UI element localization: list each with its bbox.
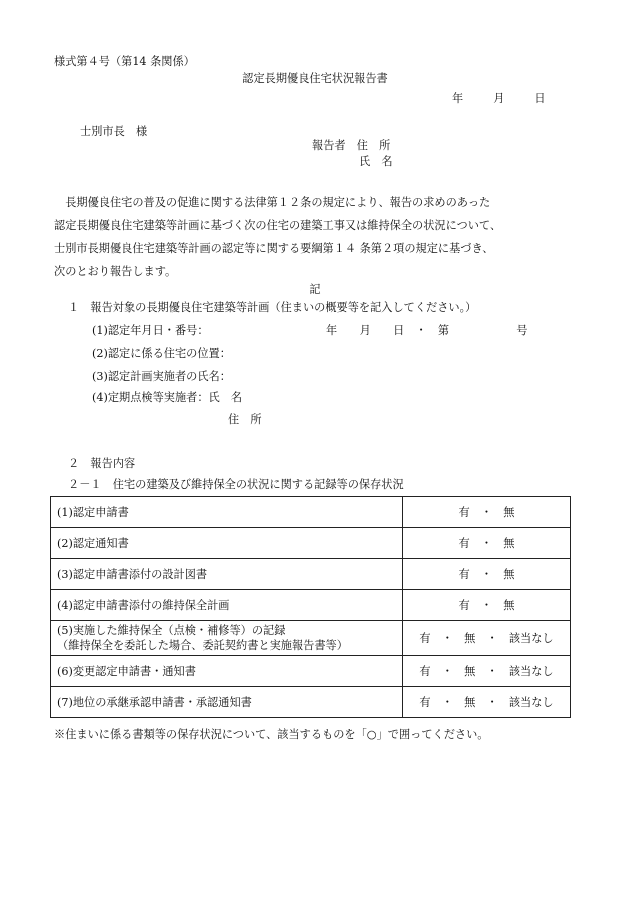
row-label-line2: （維持保全を委託した場合、委託契約書と実施報告書等） [57, 639, 348, 652]
date-day: 日 [534, 92, 546, 105]
table-row [51, 590, 571, 621]
row-label-line1: (5)実施した維持保全（点検・補修等）の記録 [57, 624, 286, 637]
document-title: 認定長期優良住宅状況報告書 [242, 72, 388, 85]
inspector-name-label: (4)定期点検等実施者：氏 名 [92, 391, 243, 404]
row-options[interactable]: 有 ・ 無 [403, 559, 571, 590]
row-options[interactable]: 有 ・ 無 [403, 590, 571, 621]
table-row [51, 528, 571, 559]
form-number: 様式第４号（第14 条関係） [54, 55, 195, 68]
row-label: (7)地位の承継承認申請書・承認通知書 [51, 687, 403, 718]
house-location-label: (2)認定に係る住宅の位置： [92, 347, 231, 360]
row-label: (1)認定申請書 [51, 497, 403, 528]
row-label: (2)認定通知書 [51, 528, 403, 559]
reporter-address-label: 報告者 住 所 [312, 139, 391, 152]
table-row [51, 687, 571, 718]
body-line: 認定長期優良住宅建築等計画に基づく次の住宅の建築工事又は維持保全の状況について、 [54, 219, 502, 232]
row-options[interactable]: 有 ・ 無 [403, 528, 571, 559]
row-options[interactable]: 有 ・ 無 ・ 該当なし [403, 621, 571, 656]
records-status-table [50, 496, 571, 718]
row-label: (4)認定申請書添付の維持保全計画 [51, 590, 403, 621]
inspector-address-label: 住 所 [228, 413, 262, 426]
row-options[interactable]: 有 ・ 無 ・ 該当なし [403, 656, 571, 687]
cert-date-number-field: 年 月 日 ・ 第 号 [326, 324, 528, 337]
body-paragraph [54, 191, 594, 283]
body-line: 長期優良住宅の普及の促進に関する法律第１２条の規定により、報告の求めのあった [54, 196, 491, 209]
ki-marker: 記 [309, 283, 321, 296]
row-label: (6)変更認定申請書・通知書 [51, 656, 403, 687]
plan-implementer-label: (3)認定計画実施者の氏名： [92, 370, 231, 383]
table-row [51, 656, 571, 687]
section2-heading: ２ 報告内容 [68, 457, 136, 470]
date-year: 年 [452, 92, 464, 105]
reporter-name-label: 氏 名 [359, 155, 393, 168]
section2-1-heading: ２－１ 住宅の建築及び維持保全の状況に関する記録等の保存状況 [68, 478, 404, 491]
report-date [452, 90, 546, 106]
footnote: ※住まいに係る書類等の保存状況について、該当するものを「○」で囲ってください。 [54, 728, 489, 741]
row-options[interactable]: 有 ・ 無 [403, 497, 571, 528]
cert-date-number-label: (1)認定年月日・番号： [92, 324, 209, 337]
table-row [51, 497, 571, 528]
row-label: (3)認定申請書添付の設計図書 [51, 559, 403, 590]
body-line: 士別市長期優良住宅建築等計画の認定等に関する要綱第１４ 条第２項の規定に基づき、 [54, 242, 494, 255]
section1-heading: １ 報告対象の長期優良住宅建築等計画（住まいの概要等を記入してください。） [68, 301, 477, 314]
body-line: 次のとおり報告します。 [54, 265, 177, 278]
row-label [51, 621, 403, 656]
date-month: 月 [493, 92, 505, 105]
addressee: 士別市長 様 [80, 125, 148, 138]
table-row [51, 621, 571, 656]
table-row [51, 559, 571, 590]
row-options[interactable]: 有 ・ 無 ・ 該当なし [403, 687, 571, 718]
